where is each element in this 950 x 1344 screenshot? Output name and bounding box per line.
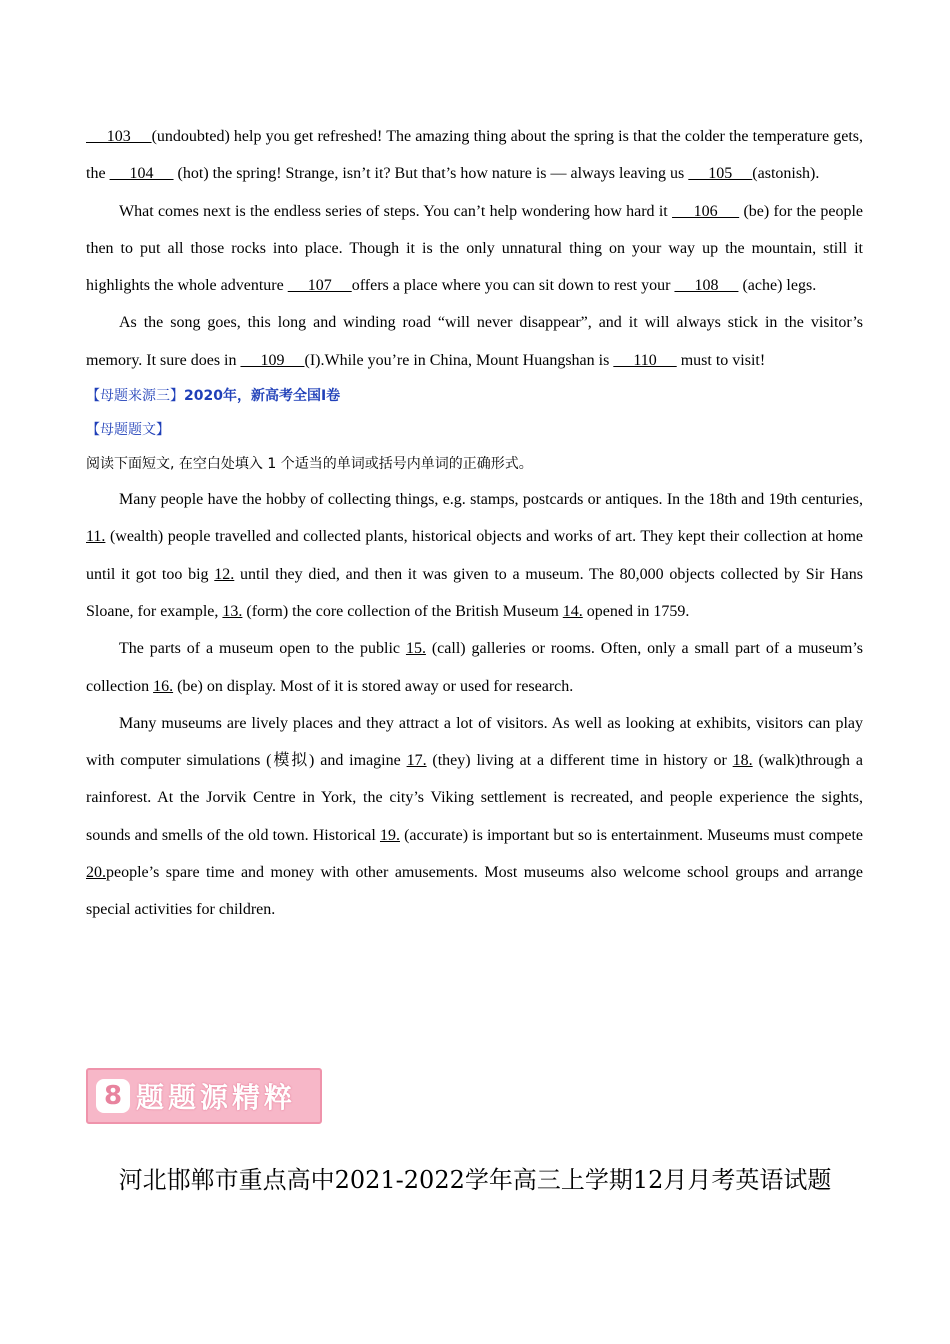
blank-109[interactable]: 109 — [240, 351, 305, 369]
source-heading: 【母题来源三】2020年，新高考全国Ⅰ卷 — [86, 388, 341, 405]
blank-15[interactable]: 15. — [405, 640, 426, 658]
instruction: 阅读下面短文, 在空白处填入 1 个适当的单词或括号内单词的正确形式。 — [86, 456, 533, 473]
number-badge-icon: 8 — [96, 1079, 130, 1113]
blank-20[interactable]: 20. — [86, 864, 106, 882]
blank-13[interactable]: 13. — [222, 602, 243, 620]
passage-1-paragraph-2: What comes next is the endless series of steps. You can’t help wondering how hard it 106 (be) for the people then to put all those rocks into place. Though it is the only unnatural thing on your way up the mountain, still it highlights the whole adventure 107 offers a place where you can sit down to rest your 108 (ache) legs. — [86, 202, 864, 295]
document-title: 河北邯郸市重点高中2021-2022学年高三上学期12月月考英语试题 — [118, 1166, 832, 1194]
passage-1-paragraph-1: 103 (undoubted) help you get refreshed! The amazing thing about the spring is that the colder the temperature gets, the 104 (hot) the spring! Strange, isn’t it? But that’s how nature is — always leaving us 105 (astonish). — [86, 128, 864, 183]
blank-108[interactable]: 108 — [674, 277, 739, 295]
blank-11[interactable]: 11. — [86, 528, 106, 546]
passage-1 — [86, 118, 863, 929]
passage-1-paragraph-3: As the song goes, this long and winding road “will never disappear”, and it will always stick in the visitor’s memory. It sure does in 109 (I).While you’re in China, Mount Huangshan is 110 must to visit! — [86, 314, 863, 369]
blank-12[interactable]: 12. — [214, 565, 235, 583]
blank-104[interactable]: 104 — [109, 165, 174, 183]
passage-2-paragraph-2: The parts of a museum open to the public 15. (call) galleries or rooms. Often, only a small part of a museum’s collection 16. (be) on display. Most of it is stored away or used for research. — [86, 640, 864, 695]
blank-18[interactable]: 18. — [732, 752, 753, 770]
text-heading: 【母题题文】 — [86, 422, 170, 439]
passage-2-paragraph-1: Many people have the hobby of collecting things, e.g. stamps, postcards or antiques. In the 18th and 19th centuries, 11. (wealth) people travelled and collected plants, historical objects and works of art. They kept their collection at home until it got too big 12. until they died, and then it was given to a museum. The 80,000 objects collected by Sir Hans Sloane, for example, 13. (form) the core collection of the British Museum 14. opened in 1759. — [86, 491, 864, 620]
blank-107[interactable]: 107 — [287, 277, 352, 295]
blank-19[interactable]: 19. — [379, 826, 400, 844]
blank-106[interactable]: 106 — [672, 202, 740, 220]
blank-16[interactable]: 16. — [153, 677, 174, 695]
blank-105[interactable]: 105 — [688, 165, 753, 183]
blank-110[interactable]: 110 — [613, 351, 677, 369]
blank-17[interactable]: 17. — [406, 752, 427, 770]
blank-103[interactable]: 103 — [86, 128, 152, 145]
section-banner — [86, 1068, 322, 1124]
blank-14[interactable]: 14. — [562, 602, 583, 620]
passage-2-paragraph-3: Many museums are lively places and they attract a lot of visitors. As well as looking at exhibits, visitors can play with computer simulations (模拟) and imagine 17. (they) living at a different time in history or 18. (walk)through a rainforest. At the Jorvik Centre in York, the city’s Viking settlement is recreated, and people experience the sights, sounds and smells of the old town. Historical 19. (accurate) is important but so is entertainment. Museums must compete 20.people’s spare time and money with other amusements. Most museums also welcome school groups and arrange special activities for children. — [86, 714, 864, 919]
banner-label: 题题源精粹 — [136, 1081, 297, 1114]
